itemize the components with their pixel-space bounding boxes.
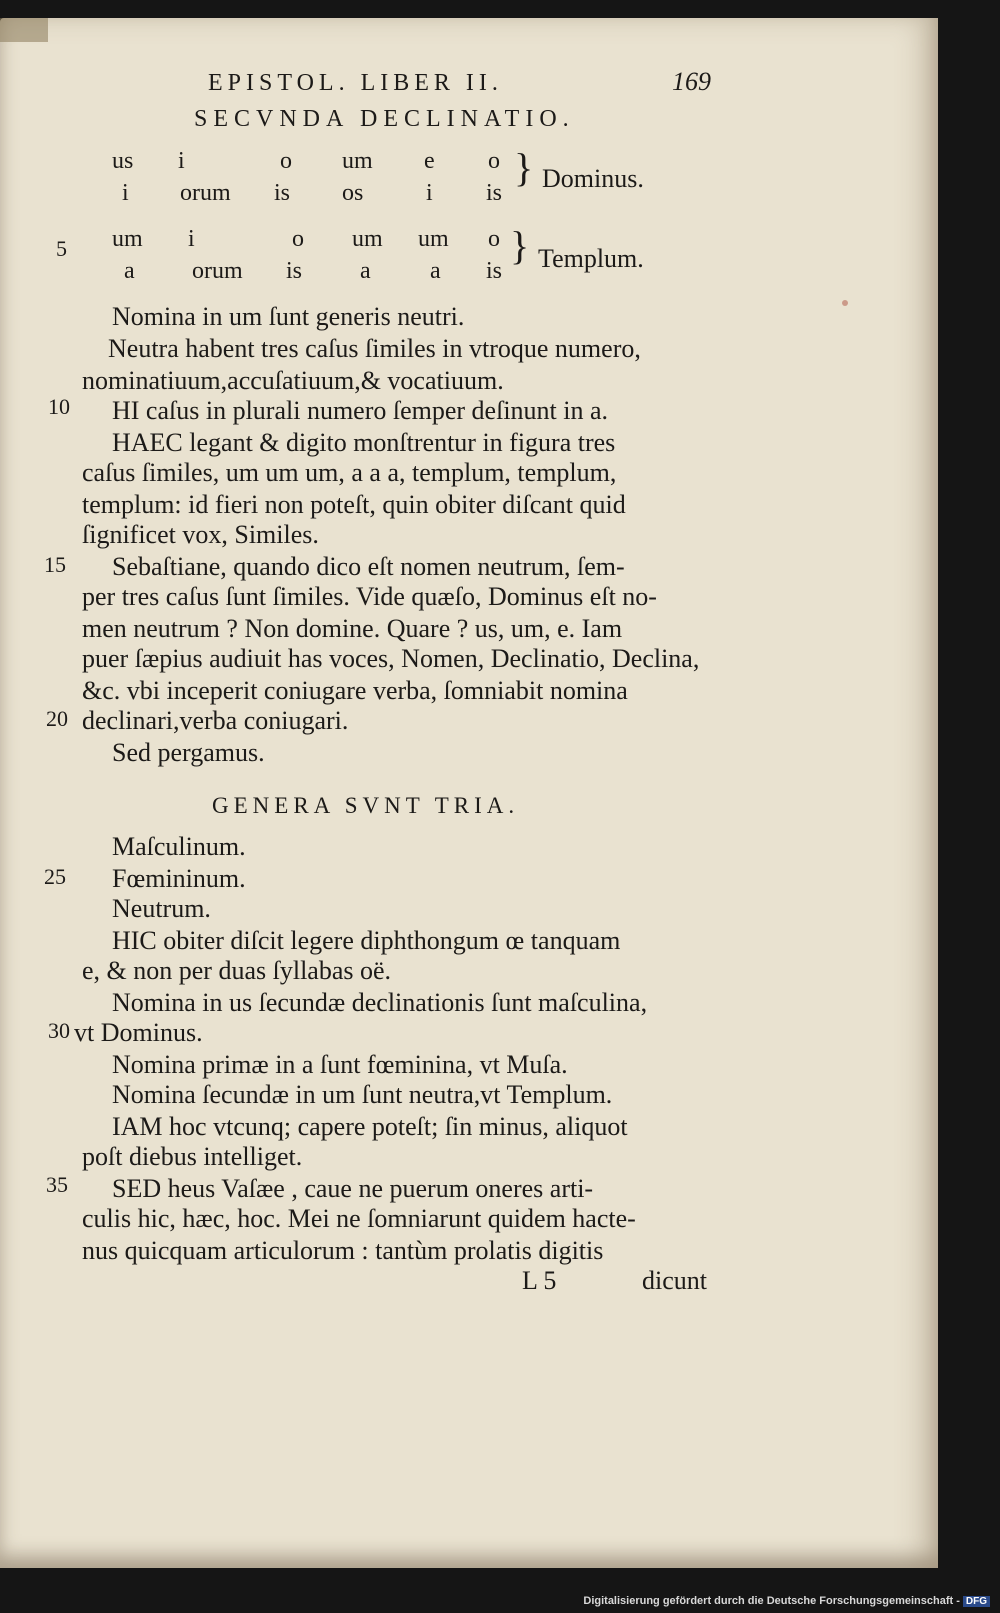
ending: o bbox=[488, 226, 500, 252]
line-number: 15 bbox=[44, 552, 66, 577]
ending: orum bbox=[180, 180, 231, 206]
folio-number: 169 bbox=[672, 67, 711, 96]
ending: a bbox=[124, 258, 135, 284]
ending: i bbox=[178, 148, 185, 174]
text-line: declinari,verba coniugari. bbox=[82, 706, 349, 735]
text-line: Fœmininum. bbox=[112, 864, 246, 893]
text-line: Neutra habent tres caſus ſimiles in vtroque numero, bbox=[108, 334, 641, 363]
text-line: vt Dominus. bbox=[74, 1018, 203, 1047]
text-line: HIC obiter diſcit legere diphthongum œ tanquam bbox=[112, 926, 621, 955]
line-number: 30 bbox=[48, 1018, 70, 1043]
credit-text: Digitalisierung gefördert durch die Deutsche Forschungsgemeinschaft - bbox=[583, 1595, 960, 1607]
ending: i bbox=[426, 180, 433, 206]
ink-stain bbox=[842, 300, 848, 306]
ending: i bbox=[122, 180, 129, 206]
section-title: SECVNDA DECLINATIO. bbox=[194, 106, 575, 132]
brace: } bbox=[510, 223, 530, 268]
ending: a bbox=[430, 258, 441, 284]
ending: is bbox=[274, 180, 291, 206]
text-line: Nomina in us ſecundæ declinationis ſunt maſculina, bbox=[112, 988, 648, 1017]
ending: is bbox=[486, 180, 503, 206]
text-line: per tres caſus ſunt ſimiles. Vide quæſo, Dominus eſt no- bbox=[82, 582, 657, 611]
text-line: e, & non per duas ſyllabas oë. bbox=[82, 956, 392, 985]
text-line: IAM hoc vtcunq; capere poteſt; ſin minus, aliquot bbox=[112, 1112, 628, 1141]
text-line: &c. vbi inceperit coniugare verba, ſomniabit nomina bbox=[82, 676, 628, 705]
text-line: HI caſus in plurali numero ſemper deſinunt in a. bbox=[112, 396, 609, 425]
text-line: Neutrum. bbox=[112, 894, 211, 923]
running-head: EPISTOL. LIBER II. bbox=[208, 70, 503, 96]
line-number: 20 bbox=[46, 706, 68, 731]
line-number: 5 bbox=[56, 236, 67, 261]
ending: um bbox=[112, 226, 143, 252]
text-line: SED heus Vaſæe , caue ne puerum oneres arti- bbox=[112, 1174, 594, 1203]
text-line: puer ſæpius audiuit has voces, Nomen, Declinatio, Declina, bbox=[82, 644, 700, 673]
signature-mark: L 5 bbox=[522, 1266, 557, 1295]
line-number: 25 bbox=[44, 864, 66, 889]
text-line: poſt diebus intelliget. bbox=[82, 1142, 303, 1171]
paradigm-label: Templum. bbox=[538, 244, 644, 273]
ending: o bbox=[280, 148, 292, 174]
ending: e bbox=[424, 148, 435, 174]
text-line: caſus ſimiles, um um um, a a a, templum, templum, bbox=[82, 458, 617, 487]
ending: is bbox=[286, 258, 303, 284]
brace: } bbox=[514, 145, 534, 190]
ending: o bbox=[488, 148, 500, 174]
line-number: 35 bbox=[46, 1172, 68, 1197]
text-line: Sebaſtiane, quando dico eſt nomen neutrum, ſem- bbox=[112, 552, 625, 581]
ending: um bbox=[418, 226, 449, 252]
text-line: Nomina in um ſunt generis neutri. bbox=[112, 302, 465, 331]
subsection-heading: GENERA SVNT TRIA. bbox=[212, 793, 520, 818]
text-line: nominatiuum,accuſatiuum,& vocatiuum. bbox=[82, 366, 504, 395]
catchword: dicunt bbox=[642, 1266, 707, 1295]
ending: os bbox=[342, 180, 364, 206]
line-number: 10 bbox=[48, 394, 70, 419]
ending: us bbox=[112, 148, 134, 174]
ending: o bbox=[292, 226, 304, 252]
ending: i bbox=[188, 226, 195, 252]
text-line: Maſculinum. bbox=[112, 832, 246, 861]
text-line: Sed pergamus. bbox=[112, 738, 265, 767]
ending: orum bbox=[192, 258, 243, 284]
ending: is bbox=[486, 258, 503, 284]
text-line: templum: id fieri non poteſt, quin obiter diſcant quid bbox=[82, 490, 626, 519]
ending: um bbox=[352, 226, 383, 252]
text-line: Nomina ſecundæ in um ſunt neutra,vt Templum. bbox=[112, 1080, 613, 1109]
text-line: ſignificet vox, Similes. bbox=[82, 520, 319, 549]
ending: um bbox=[342, 148, 373, 174]
paradigm-label: Dominus. bbox=[542, 164, 644, 193]
dfg-logo: DFG bbox=[963, 1596, 990, 1607]
page-corner-wear bbox=[0, 18, 48, 42]
text-line: HAEC legant & digito monſtrentur in figura tres bbox=[112, 428, 616, 457]
text-line: men neutrum ? Non domine. Quare ? us, um, e. Iam bbox=[82, 614, 623, 643]
text-line: Nomina primæ in a ſunt fœminina, vt Muſa. bbox=[112, 1050, 568, 1079]
text-line: nus quicquam articulorum : tantùm prolatis digitis bbox=[82, 1236, 604, 1265]
ending: a bbox=[360, 258, 371, 284]
digitization-credit bbox=[583, 1595, 990, 1607]
text-line: culis hic, hæc, hoc. Mei ne ſomniarunt quidem hacte- bbox=[82, 1204, 636, 1233]
